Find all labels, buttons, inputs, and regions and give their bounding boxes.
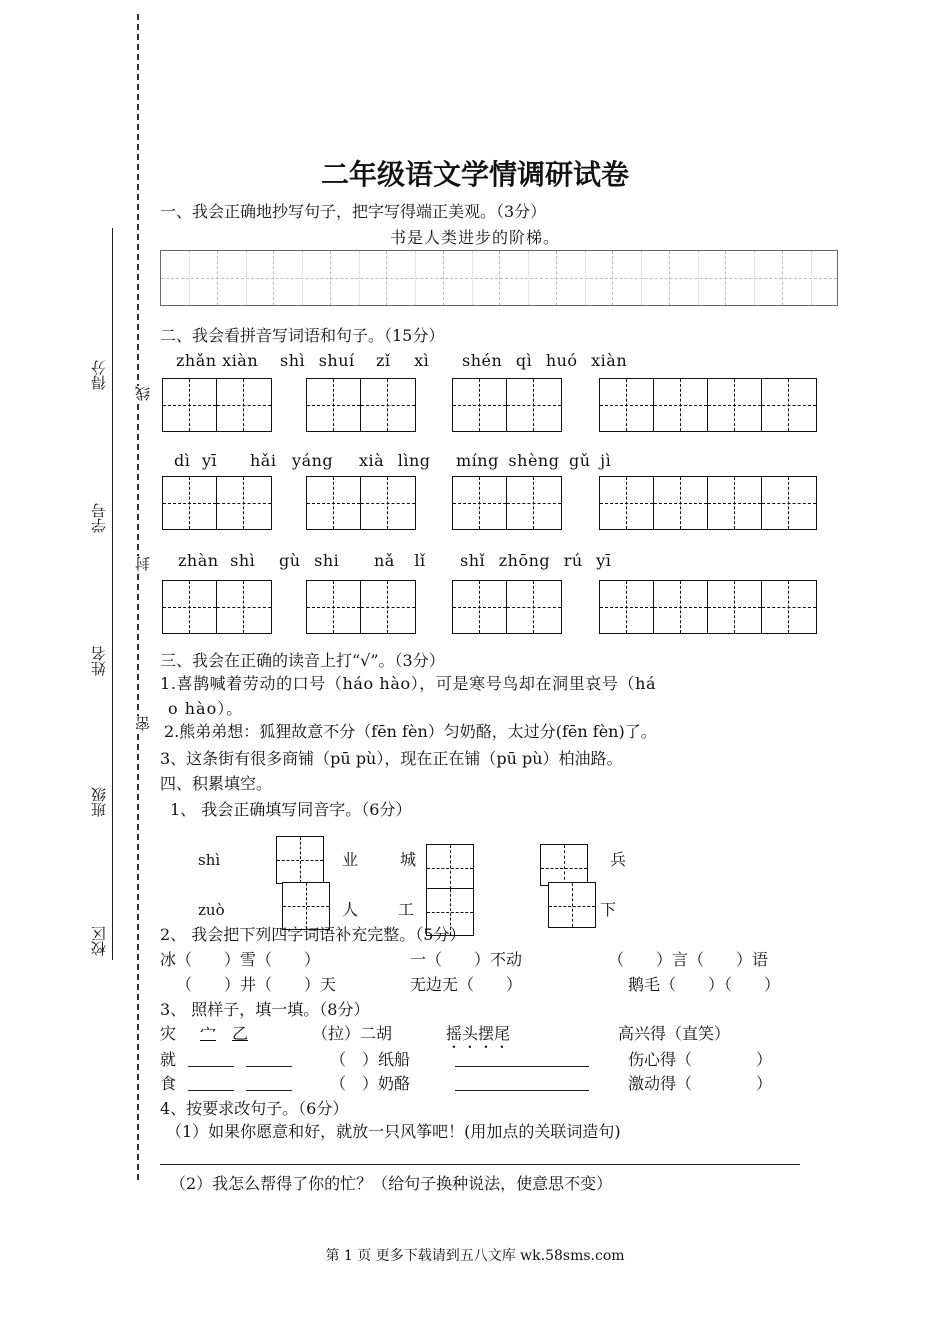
copy-writing-grid[interactable]: [160, 250, 838, 306]
split-char: 食: [160, 1074, 177, 1093]
writing-box[interactable]: [599, 476, 817, 530]
pinyin-label: míng shèng gǔ jì: [456, 451, 612, 470]
grid-cell-mid: [302, 251, 303, 305]
homophone-box[interactable]: [540, 844, 588, 886]
answer-blank[interactable]: [246, 1066, 292, 1067]
homophone-char: 兵: [610, 850, 627, 869]
de-fill: 激动得（ ）: [628, 1074, 773, 1093]
answer-blank[interactable]: [455, 1066, 589, 1067]
pinyin-label: hǎi yáng: [250, 451, 334, 470]
pinyin-label: shì shuí: [280, 351, 355, 370]
grid-cell-mid: [472, 251, 473, 305]
question-4-1: 1、 我会正确填写同音字。（6分）: [170, 800, 412, 819]
grid-cell-mid: [528, 251, 529, 305]
writing-box[interactable]: [452, 476, 562, 530]
question-3-3: 3、这条街有很多商铺（pū pù），现在正在铺（pū pù）柏油路。: [160, 749, 623, 768]
answer-blank[interactable]: [246, 1090, 292, 1091]
pinyin-label: shén qì huó xiàn: [462, 351, 628, 370]
pinyin-label: zǐ xì: [376, 351, 430, 370]
abcc-example: 摇头摆尾: [446, 1024, 511, 1043]
grid-cell-mid: [585, 251, 586, 305]
question-3-2: 2.熊弟弟想：狐狸故意不分（fēn fèn）匀奶酪，太过分(fēn fèn)了。: [164, 722, 657, 741]
writing-box[interactable]: [162, 378, 272, 432]
pinyin-label: dì yī: [174, 451, 218, 470]
writing-box[interactable]: [452, 378, 562, 432]
question-4-2: 2、 我会把下列四字词语补充完整。（5分）: [160, 925, 466, 944]
question-3-1-line-1: 1.喜鹊喊着劳动的口号（háo hào），可是寒号鸟却在洞里哀号（há: [160, 674, 657, 693]
writing-box[interactable]: [306, 476, 416, 530]
question-4-4: 4、按要求改句子。（6分）: [160, 1099, 349, 1118]
seal-mi-label: 密: [134, 716, 152, 731]
pinyin-label: gù shi: [279, 551, 340, 570]
homophone-char: 城: [400, 850, 417, 869]
answer-blank[interactable]: [188, 1090, 234, 1091]
grid-cell-mid: [189, 251, 190, 305]
idiom-item: （ ）井（ ）天: [176, 975, 337, 994]
writing-box[interactable]: [599, 580, 817, 634]
verb-fill: （ ）奶酪: [330, 1074, 411, 1093]
grid-cell-mid: [246, 251, 247, 305]
homophone-box[interactable]: [276, 836, 324, 884]
homophone-char: 工: [398, 900, 415, 919]
grid-cell-mid: [811, 251, 812, 305]
idiom-item: （ ）言（ ）语: [608, 950, 769, 969]
section-3-heading: 三、我会在正确的读音上打“√”。（3分）: [160, 651, 445, 670]
pinyin-label: zhàn shì: [178, 551, 256, 570]
verb-fill: （ ）纸船: [330, 1050, 411, 1069]
answer-blank[interactable]: [188, 1066, 234, 1067]
homophone-box[interactable]: [426, 844, 474, 890]
homophone-char: 下: [600, 900, 617, 919]
idiom-item: 鹅毛（ ）（ ）: [628, 975, 781, 994]
writing-box[interactable]: [162, 580, 272, 634]
de-example: 高兴得（直笑）: [618, 1024, 731, 1043]
answer-line[interactable]: [160, 1164, 800, 1165]
homophone-pinyin: shì: [198, 851, 221, 869]
section-1-heading: 一、我会正确地抄写句子，把字写得端正美观。（3分）: [160, 202, 547, 221]
homophone-char: 业: [342, 850, 359, 869]
idiom-item: 冰（ ）雪（ ）: [160, 950, 321, 969]
homophone-char: 人: [342, 900, 359, 919]
example-radical: 宀: [200, 1024, 217, 1043]
page-footer: 第 1 页 更多下载请到五八文库 wk.58sms.com: [325, 1248, 625, 1264]
campus-label: 校区: [90, 926, 108, 956]
idiom-item: 一（ ）不动: [410, 950, 523, 969]
verb-example: （拉）二胡: [312, 1024, 393, 1043]
seal-line-label: 线: [134, 386, 152, 401]
seal-feng-label: 封: [134, 556, 152, 571]
idiom-item: 无边无（ ）: [410, 975, 523, 994]
grid-cell-mid: [641, 251, 642, 305]
pinyin-label: nǎ lǐ: [374, 551, 426, 570]
homophone-box[interactable]: [548, 882, 596, 928]
writing-box[interactable]: [306, 378, 416, 432]
writing-box[interactable]: [306, 580, 416, 634]
example-char: 灾: [160, 1024, 177, 1043]
pinyin-label: zhǎn xiàn: [176, 351, 259, 370]
score-label: 得分: [90, 360, 108, 390]
page-title: 二年级语文学情调研试卷: [320, 158, 629, 191]
section-4-heading: 四、积累填空。: [160, 774, 273, 793]
question-4-4-2: （2）我怎么帮得了你的忙？（给句子换种说法，使意思不变）: [170, 1174, 613, 1193]
grid-cell-mid: [754, 251, 755, 305]
writing-box[interactable]: [452, 580, 562, 634]
question-3-1-line-2: o hào）。: [168, 699, 244, 718]
question-4-4-1: （1）如果你愿意和好，就放一只风筝吧！(用加点的关联词造句): [166, 1122, 621, 1141]
homophone-box[interactable]: [282, 882, 330, 930]
section-2-heading: 二、我会看拼音写词语和句子。（15分）: [160, 326, 445, 345]
grid-cell-mid: [415, 251, 416, 305]
answer-blank[interactable]: [455, 1090, 589, 1091]
writing-box[interactable]: [162, 476, 272, 530]
student-no-label: 学号: [90, 503, 108, 533]
example-component: 乙: [232, 1024, 249, 1043]
split-char: 就: [160, 1050, 177, 1069]
writing-box[interactable]: [599, 378, 817, 432]
name-label: 姓名: [90, 646, 108, 676]
de-fill: 伤心得（ ）: [628, 1050, 773, 1069]
copy-sentence: 书是人类进步的阶梯。: [389, 228, 560, 247]
question-4-3: 3、 照样子，填一填。（8分）: [160, 1000, 370, 1019]
class-label: 班级: [90, 787, 108, 817]
grid-cell-mid: [359, 251, 360, 305]
pinyin-label: shǐ zhōng rú yī: [460, 551, 612, 570]
homophone-pinyin: zuò: [198, 901, 225, 919]
pinyin-label: xià lìng: [359, 451, 431, 470]
binding-line: [112, 228, 113, 960]
grid-cell-mid: [698, 251, 699, 305]
